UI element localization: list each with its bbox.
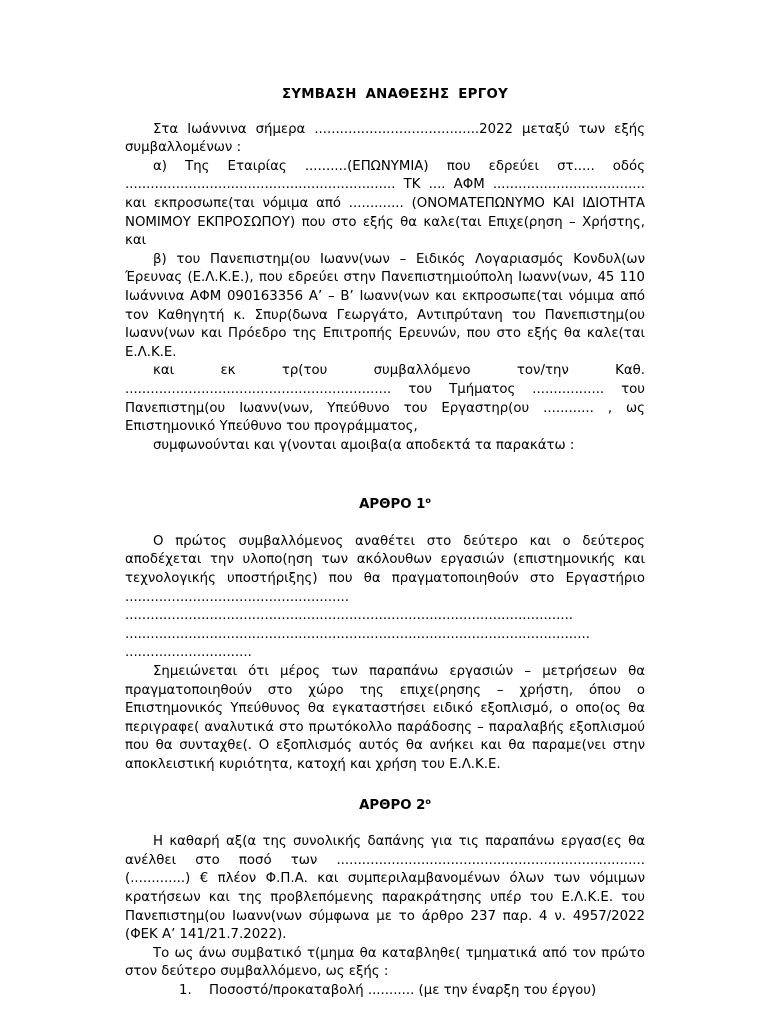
intro-paragraph: Στα Ιωάννινα σήμερα .......................................2022 μεταξύ των εξής συμβαλλομένων :: [125, 121, 645, 156]
article-1-dots-line-2: ..............................................................................................................: [125, 626, 590, 642]
list-item: [125, 982, 645, 1001]
list-item-text: Ποσοστό/προκαταβολή ........... (με την έναρξη του έργου): [209, 982, 597, 998]
article-2-paragraph-2: Το ως άνω συμβατικό τ(μημα θα καταβληθε( τμηματικά από τον πρώτο στον δεύτερο συμβαλλόμενο, ως εξής :: [125, 945, 645, 980]
party-a-paragraph: α) Της Εταιρίας ..........(ΕΠΩΝΥΜΙΑ) που εδρεύει στ..... οδός ................................................................ ΤΚ .... ΑΦΜ .................................... και εκπροσωπε(ται νόμιμα από ............. (ΟΝΟΜΑΤΕΠΩΝΥΜΟ ΚΑΙ ΙΔΙΟΤΗΤΑ ΝΟΜΙΜΟΥ ΕΚΠΡΟΣΩΠΟΥ) που στο εξής θα καλε(ται Επιχε(ρηση – Χρήστης, και: [125, 158, 645, 249]
article-1-paragraph-2: Σημειώνεται ότι μέρος των παραπάνω εργασιών – μετρήσεων θα πραγματοποιηθούν στο χώρο της επιχε(ρησης – χρήστη, όπου ο Επιστημονικός Υπεύθυνος θα εγκαταστήσει ειδικό εξοπλισμό, ο οπο(ος θα περιγραφε( αναλυτικά στο πρωτόκολλο παράδοσης – παραλαβής εξοπλισμού που θα συνταχθε(. Ο εξοπλισμός αυτός θα ανήκει και θα παραμε(νει στην αποκλειστική κυριότητα, κατοχή και χρήση του Ε.Λ.Κ.Ε.: [125, 664, 645, 772]
article-2-paragraph-1: Η καθαρή αξ(α της συνολικής δαπάνης για τις παραπάνω εργασ(ες θα ανέλθει στο ποσό των ......................................................................... (.............) € πλέον Φ.Π.Α. και συμπεριλαμβανομένων όλων των νόμιμων κρατήσεων και της προβλεπόμενης παρακράτησης υπέρ του Ε.Λ.Κ.Ε. του Πανεπιστημ(ου Ιωανν(νων σύμφωνα με το άρθρο 237 παρ. 4 ν. 4957/2022 (ΦΕΚ Α’ 141/21.7.2022).: [125, 834, 645, 943]
spacer: [125, 515, 645, 533]
article-1-sup: ο: [425, 496, 431, 506]
document-body: [125, 86, 645, 1001]
party-b-paragraph: β) του Πανεπιστημ(ου Ιωανν(νων – Ειδικός Λογαριασμός Κονδυλ(ων Έρευνας (Ε.Λ.Κ.Ε.), που εδρεύει στην Πανεπιστημιούπολη Ιωανν(νων, 45 110 Ιωάννινα ΑΦΜ 090163356 Α’ – Β’ Ιωανν(νων και εκπροσωπε(ται νόμιμα από τον Καθηγητή κ. Σπυρ(δωνα Γεωργάτο, Αντιπρύτανη του Πανεπιστημ(ου Ιωανν(νων και Πρόεδρο της Επιτροπής Ερευνών, που στο εξής θα καλε(ται Ε.Λ.Κ.Ε.: [125, 251, 645, 360]
list-item-number: 1.: [179, 982, 192, 998]
spacer: [125, 455, 645, 492]
article-1-heading: [145, 492, 645, 515]
article-2-heading: [145, 793, 645, 816]
article-1-dots-line-3: ..............................: [125, 645, 252, 661]
article-1-label: ΑΡΘΡΟ 1: [359, 497, 426, 513]
article-2-sup: ο: [425, 796, 431, 806]
spacer: [125, 775, 645, 793]
party-c-paragraph: και εκ τρ(του συμβαλλόμενο τον/την Καθ. ............................................................... του Τμήματος ................. του Πανεπιστημ(ου Ιωανν(νων, Υπεύθυνο του Εργαστηρ(ου ............ , ως Επιστημονικό Υπεύθυνο του προγράμματος,: [125, 363, 645, 435]
spacer: [125, 815, 645, 833]
article-1-dots-line-1: ..........................................................................................................: [125, 608, 574, 624]
article-1-paragraph-1: Ο πρώτος συμβαλλόμενος αναθέτει στο δεύτερο και ο δεύτερος αποδέχεται την υλοπο(ηση των ακόλουθων εργασιών (επιστημονικής και τεχνολογικής υποστήριξης) που θα πραγματοποιηθούν στο Εργαστήριο .....................................................: [125, 533, 645, 605]
document-title: ΣΥΜΒΑΣΗ ΑΝΑΘΕΣΗΣ ΕΡΓΟΥ: [281, 87, 509, 102]
article-2-label: ΑΡΘΡΟ 2: [359, 797, 426, 813]
agreement-line: συμφωνούνται και γ(νονται αμοιβα(α αποδεκτά τα παρακάτω :: [153, 437, 575, 453]
